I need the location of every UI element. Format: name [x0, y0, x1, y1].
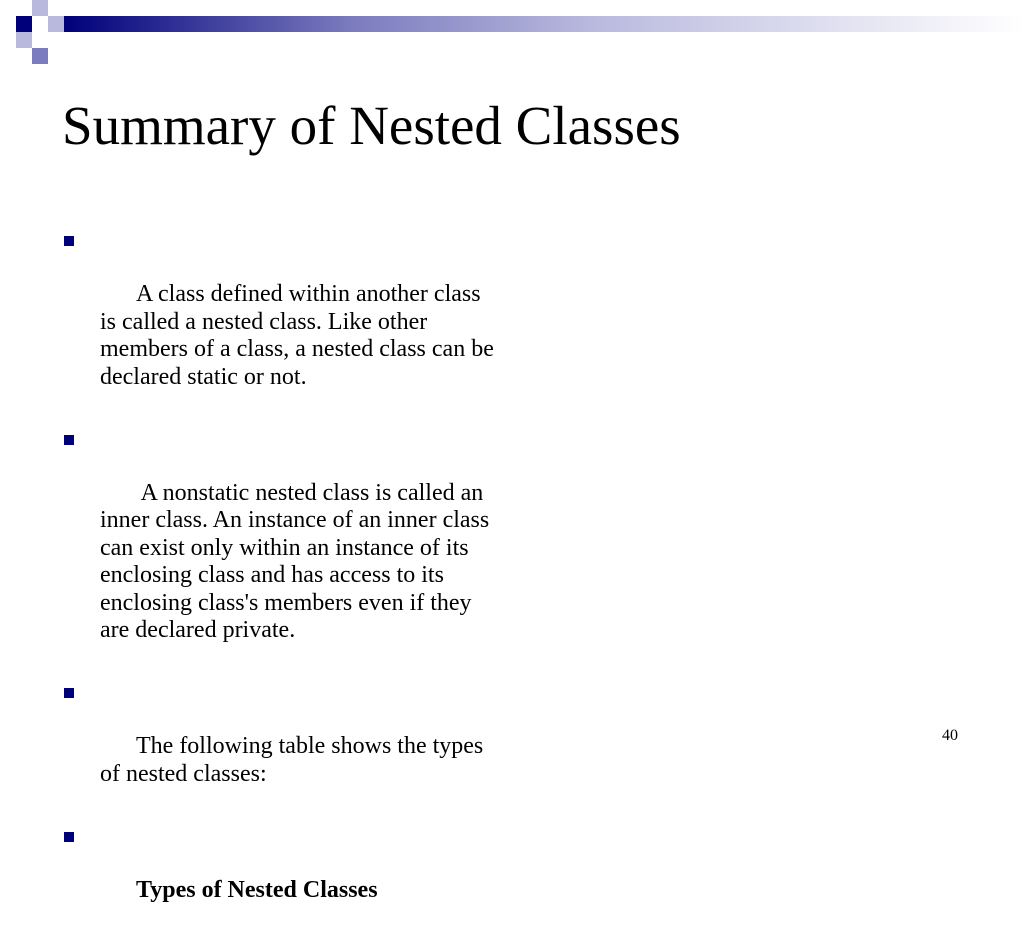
bullet-item — [62, 678, 502, 816]
bullet-text: A nonstatic nested class is called an inner class. An instance of an inner class can exist only within an instance of its enclosing class and has access to its enclosing class's members even if they are declared private. — [100, 479, 496, 643]
square-bullet-icon — [64, 688, 74, 698]
header-square-lavender-top — [32, 0, 48, 16]
bullet-text: The following table shows the types of nested classes: — [100, 733, 490, 787]
header-square-lavender-mid — [48, 16, 64, 32]
header-square-lavender-left — [16, 32, 32, 48]
bullet-text: Types of Nested Classes — [136, 876, 378, 903]
bullet-list — [62, 226, 502, 938]
bullet-item — [62, 425, 502, 673]
bullet-item — [62, 822, 502, 932]
header-gradient-bar — [64, 16, 1024, 32]
bullet-text: A class defined within another class is called a nested class. Like other members of a class, a nested class can be declared static or not. — [100, 281, 500, 390]
square-bullet-icon — [64, 832, 74, 842]
header-square-lavender-bottom — [32, 48, 48, 64]
header-square-navy — [16, 16, 32, 32]
bullet-item — [62, 226, 502, 419]
page-number: 40 — [942, 727, 958, 744]
square-bullet-icon — [64, 435, 74, 445]
square-bullet-icon — [64, 236, 74, 246]
slide-title: Summary of Nested Classes — [62, 95, 681, 156]
